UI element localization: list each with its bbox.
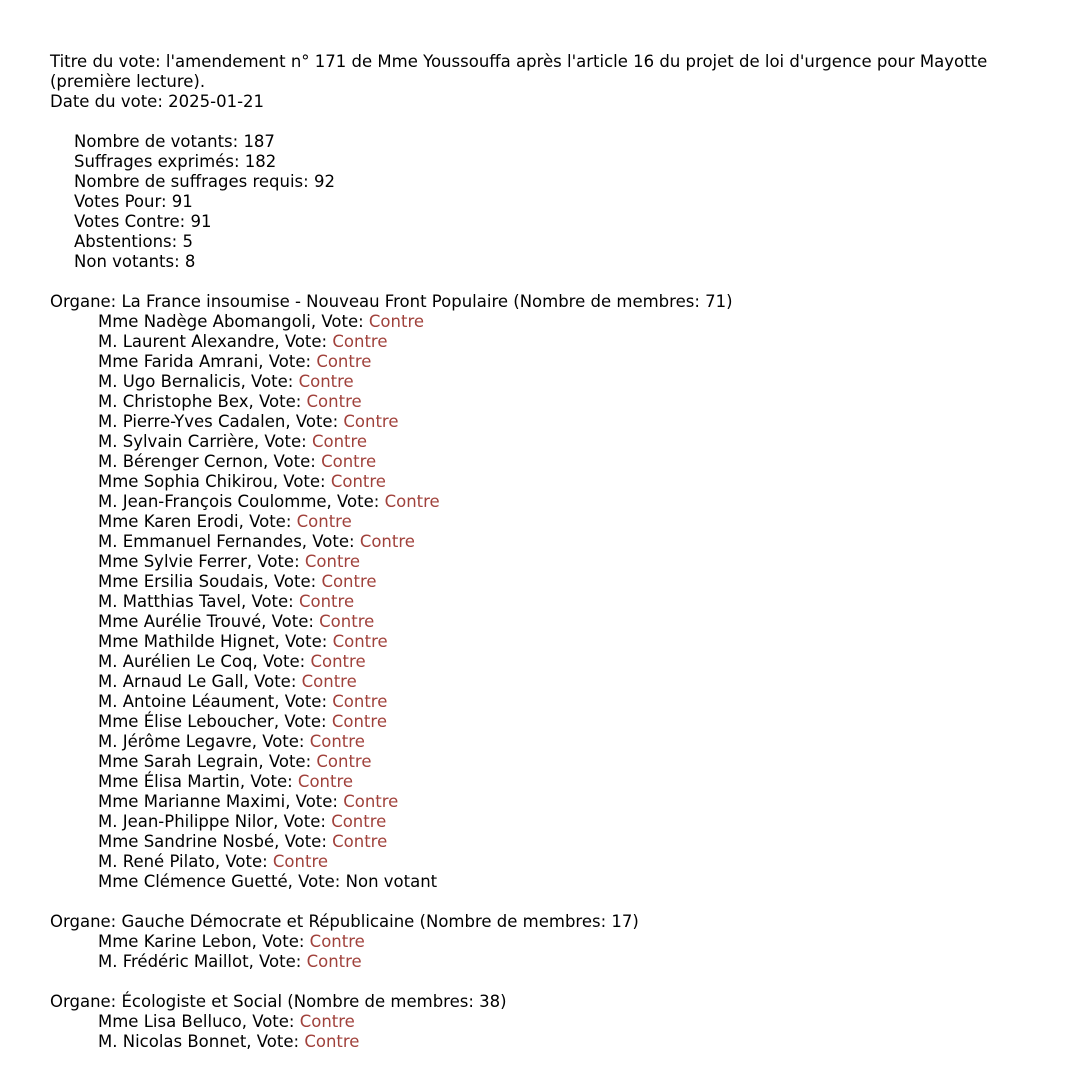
member-vote: Contre [359, 532, 415, 551]
vote-stats [50, 132, 1080, 272]
member-vote: Contre [301, 672, 357, 691]
member-vote: Contre [332, 832, 388, 851]
member-vote: Contre [331, 712, 387, 731]
member-vote: Contre [332, 332, 388, 351]
member-row [50, 372, 1080, 392]
member-vote: Contre [316, 752, 372, 771]
member-vote: Contre [343, 792, 399, 811]
member-vote: Contre [332, 632, 388, 651]
member-row [50, 492, 1080, 512]
member-vote: Contre [309, 732, 365, 751]
member-row [50, 872, 1080, 892]
member-row [50, 352, 1080, 372]
member-name: Mme Élisa Martin, Vote: [98, 772, 298, 791]
member-vote: Contre [306, 952, 362, 971]
member-row [50, 752, 1080, 772]
member-row [50, 692, 1080, 712]
member-name: M. Matthias Tavel, Vote: [98, 592, 299, 611]
member-name: Mme Sophia Chikirou, Vote: [98, 472, 331, 491]
member-name: M. Aurélien Le Coq, Vote: [98, 652, 311, 671]
member-row [50, 792, 1080, 812]
member-row [50, 532, 1080, 552]
member-vote: Contre [272, 852, 329, 871]
stat-votes-pour: Votes Pour: 91 [74, 192, 193, 211]
member-row [50, 572, 1080, 592]
member-vote: Contre [309, 932, 365, 951]
vote-title-line-2: (première lecture). [50, 72, 206, 91]
group-header: Organe: La France insoumise - Nouveau Front Populaire (Nombre de membres: 71) [50, 292, 733, 311]
member-name: M. René Pilato, Vote: [98, 852, 273, 871]
member-name: Mme Karen Erodi, Vote: [98, 512, 297, 531]
member-vote: Contre [306, 392, 362, 411]
member-name: Mme Clémence Guetté, Vote: [98, 872, 346, 891]
member-vote: Contre [321, 452, 377, 471]
member-name: M. Jean-François Coulomme, Vote: [98, 492, 385, 511]
member-row [50, 732, 1080, 752]
member-name: M. Bérenger Cernon, Vote: [98, 452, 322, 471]
member-name: M. Emmanuel Fernandes, Vote: [98, 532, 360, 551]
member-vote: Contre [368, 312, 425, 331]
member-row [50, 612, 1080, 632]
stat-suffrages-exprimes: Suffrages exprimés: 182 [74, 152, 277, 171]
vote-document [50, 52, 1080, 1052]
member-row [50, 932, 1080, 952]
member-row [50, 632, 1080, 652]
member-row [50, 852, 1080, 872]
member-name: M. Laurent Alexandre, Vote: [98, 332, 333, 351]
member-name: Mme Sylvie Ferrer, Vote: [98, 552, 305, 571]
member-row [50, 412, 1080, 432]
member-name: Mme Mathilde Hignet, Vote: [98, 632, 333, 651]
member-name: Mme Aurélie Trouvé, Vote: [98, 612, 320, 631]
member-vote: Non votant [345, 872, 438, 891]
spacer [50, 892, 1080, 912]
member-row [50, 592, 1080, 612]
member-row [50, 812, 1080, 832]
spacer [50, 972, 1080, 992]
member-name: M. Nicolas Bonnet, Vote: [98, 1032, 305, 1051]
member-vote: Contre [298, 372, 354, 391]
member-name: Mme Sandrine Nosbé, Vote: [98, 832, 333, 851]
stat-suffrages-requis: Nombre de suffrages requis: 92 [74, 172, 335, 191]
group-header: Organe: Gauche Démocrate et Républicaine (Nombre de membres: 17) [50, 912, 639, 931]
member-row [50, 1012, 1080, 1032]
groups-list [50, 272, 1080, 1052]
member-vote: Contre [296, 512, 352, 531]
member-vote: Contre [384, 492, 440, 511]
member-vote: Contre [297, 772, 354, 791]
member-vote: Contre [304, 1032, 360, 1051]
stat-non-votants: Non votants: 8 [74, 252, 196, 271]
member-row [50, 652, 1080, 672]
member-row [50, 552, 1080, 572]
member-name: M. Ugo Bernalicis, Vote: [98, 372, 299, 391]
member-name: Mme Sarah Legrain, Vote: [98, 752, 317, 771]
member-row [50, 712, 1080, 732]
member-name: M. Frédéric Maillot, Vote: [98, 952, 307, 971]
member-vote: Contre [299, 1012, 355, 1031]
member-row [50, 832, 1080, 852]
member-vote: Contre [343, 412, 399, 431]
spacer [50, 272, 1080, 292]
member-name: M. Jean-Philippe Nilor, Vote: [98, 812, 332, 831]
group-header: Organe: Écologiste et Social (Nombre de membres: 38) [50, 992, 507, 1011]
member-name: M. Arnaud Le Gall, Vote: [98, 672, 302, 691]
stat-abstentions: Abstentions: 5 [74, 232, 193, 251]
member-name: M. Pierre-Yves Cadalen, Vote: [98, 412, 344, 431]
member-row [50, 472, 1080, 492]
member-name: Mme Ersilia Soudais, Vote: [98, 572, 322, 591]
member-vote: Contre [319, 612, 375, 631]
member-row [50, 452, 1080, 472]
member-name: Mme Lisa Belluco, Vote: [98, 1012, 300, 1031]
vote-date: Date du vote: 2025-01-21 [50, 92, 265, 111]
spacer [50, 112, 1080, 132]
member-vote: Contre [311, 432, 368, 451]
member-row [50, 672, 1080, 692]
member-name: M. Antoine Léaument, Vote: [98, 692, 333, 711]
member-name: M. Sylvain Carrière, Vote: [98, 432, 312, 451]
member-row [50, 1032, 1080, 1052]
member-name: Mme Marianne Maximi, Vote: [98, 792, 344, 811]
member-name: Mme Élise Leboucher, Vote: [98, 712, 332, 731]
member-name: Mme Farida Amrani, Vote: [98, 352, 317, 371]
member-row [50, 392, 1080, 412]
stat-votes-contre: Votes Contre: 91 [74, 212, 212, 231]
member-row [50, 512, 1080, 532]
stat-votants: Nombre de votants: 187 [74, 132, 275, 151]
member-vote: Contre [304, 552, 361, 571]
member-row [50, 952, 1080, 972]
member-vote: Contre [310, 652, 366, 671]
member-name: Mme Karine Lebon, Vote: [98, 932, 310, 951]
member-name: M. Jérôme Legavre, Vote: [98, 732, 310, 751]
member-vote: Contre [332, 692, 388, 711]
member-row [50, 432, 1080, 452]
member-vote: Contre [331, 812, 387, 831]
member-name: Mme Nadège Abomangoli, Vote: [98, 312, 369, 331]
member-name: M. Christophe Bex, Vote: [98, 392, 307, 411]
member-row [50, 312, 1080, 332]
vote-title-line-1: Titre du vote: l'amendement n° 171 de Mme Youssouffa après l'article 16 du projet de loi d'urgence pour Mayotte [50, 52, 988, 71]
member-vote: Contre [298, 592, 355, 611]
member-vote: Contre [321, 572, 377, 591]
member-row [50, 332, 1080, 352]
member-vote: Contre [316, 352, 372, 371]
member-vote: Contre [330, 472, 386, 491]
member-row [50, 772, 1080, 792]
